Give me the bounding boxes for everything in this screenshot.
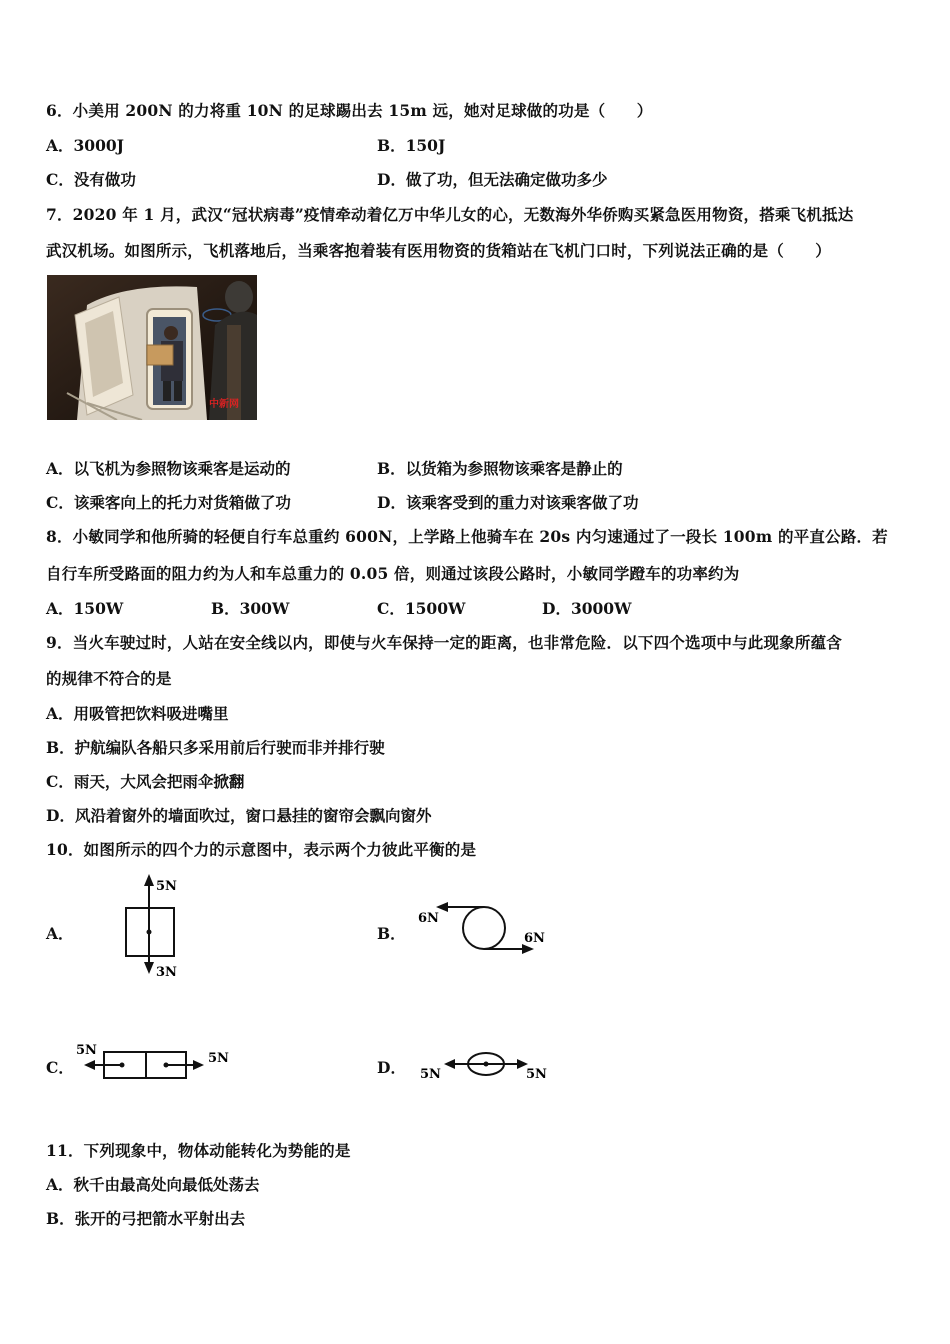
q7-photo-airplane-door <box>47 275 257 420</box>
q10-a-top-force-label: 5N <box>156 879 177 894</box>
q8-option-a: A．150W <box>46 599 124 618</box>
q7-option-c: C．该乘客向上的托力对货箱做了功 <box>46 493 291 512</box>
q6-option-a: A．3000J <box>46 136 124 155</box>
q11-option-b: B．张开的弓把箭水平射出去 <box>46 1209 246 1228</box>
q8-option-b: B．300W <box>211 599 290 618</box>
q6-option-b: B．150J <box>377 136 446 155</box>
q10-b-left-force-label: 6N <box>418 911 439 926</box>
q10-option-b-label: B． <box>377 924 406 943</box>
q10-diagram-b <box>414 896 554 964</box>
q6-option-d: D．做了功，但无法确定做功多少 <box>377 170 608 189</box>
q7-option-d: D．该乘客受到的重力对该乘客做了功 <box>377 493 639 512</box>
q10-diagram-a <box>118 872 198 988</box>
q11-option-a: A．秋千由最高处向最低处荡去 <box>46 1175 260 1194</box>
q10-diagram-d <box>418 1046 558 1090</box>
q9-stem-line2: 的规律不符合的是 <box>46 669 172 688</box>
q7-stem-line1: 7．2020 年 1 月，武汉“冠状病毒”疫情牵动着亿万中华儿女的心，无数海外华侨购买紧急医用物资，搭乘飞机抵达 <box>46 205 854 224</box>
q9-option-a: A．用吸管把饮料吸进嘴里 <box>46 704 229 723</box>
q10-option-a-label: A． <box>46 924 74 943</box>
q7-stem-line2: 武汉机场。如图所示，飞机落地后，当乘客抱着装有医用物资的货箱站在飞机门口时，下列说法正确的是（ ） <box>46 241 832 260</box>
q10-stem: 10．如图所示的四个力的示意图中，表示两个力彼此平衡的是 <box>46 840 477 859</box>
q8-option-d: D．3000W <box>542 599 632 618</box>
q10-d-right-force-label: 5N <box>526 1067 547 1082</box>
q9-option-d: D．风沿着窗外的墙面吹过，窗口悬挂的窗帘会飘向窗外 <box>46 806 432 825</box>
q8-stem-line1: 8．小敏同学和他所骑的轻便自行车总重约 600N，上学路上他骑车在 20s 内匀速通过了一段长 100m 的平直公路．若 <box>46 527 888 546</box>
q10-option-d-label: D． <box>377 1058 406 1077</box>
q10-b-right-force-label: 6N <box>524 931 545 946</box>
q7-photo-watermark: 中新网 <box>209 399 239 410</box>
q10-a-bottom-force-label: 3N <box>156 965 177 980</box>
q11-stem: 11．下列现象中，物体动能转化为势能的是 <box>46 1141 351 1160</box>
q6-option-c: C．没有做功 <box>46 170 136 189</box>
q8-stem-line2: 自行车所受路面的阻力约为人和车总重力的 0.05 倍，则通过该段公路时，小敏同学蹬车的功率约为 <box>46 564 740 583</box>
q9-stem-line1: 9．当火车驶过时，人站在安全线以内，即使与火车保持一定的距离，也非常危险．以下四个选项中与此现象所蕴含 <box>46 633 842 652</box>
q8-option-c: C．1500W <box>377 599 466 618</box>
q10-option-c-label: C． <box>46 1058 74 1077</box>
q6-stem: 6．小美用 200N 的力将重 10N 的足球踢出去 15m 远，她对足球做的功是（ ） <box>46 101 653 120</box>
q9-option-c: C．雨天，大风会把雨伞掀翻 <box>46 772 245 791</box>
q10-c-right-force-label: 5N <box>208 1051 229 1066</box>
q9-option-b: B．护航编队各船只多采用前后行驶而非并排行驶 <box>46 738 385 757</box>
q10-d-left-force-label: 5N <box>420 1067 441 1082</box>
q7-option-b: B．以货箱为参照物该乘客是静止的 <box>377 459 623 478</box>
q10-c-left-force-label: 5N <box>76 1043 97 1058</box>
q7-option-a: A．以飞机为参照物该乘客是运动的 <box>46 459 291 478</box>
q10-diagram-c <box>74 1040 234 1092</box>
